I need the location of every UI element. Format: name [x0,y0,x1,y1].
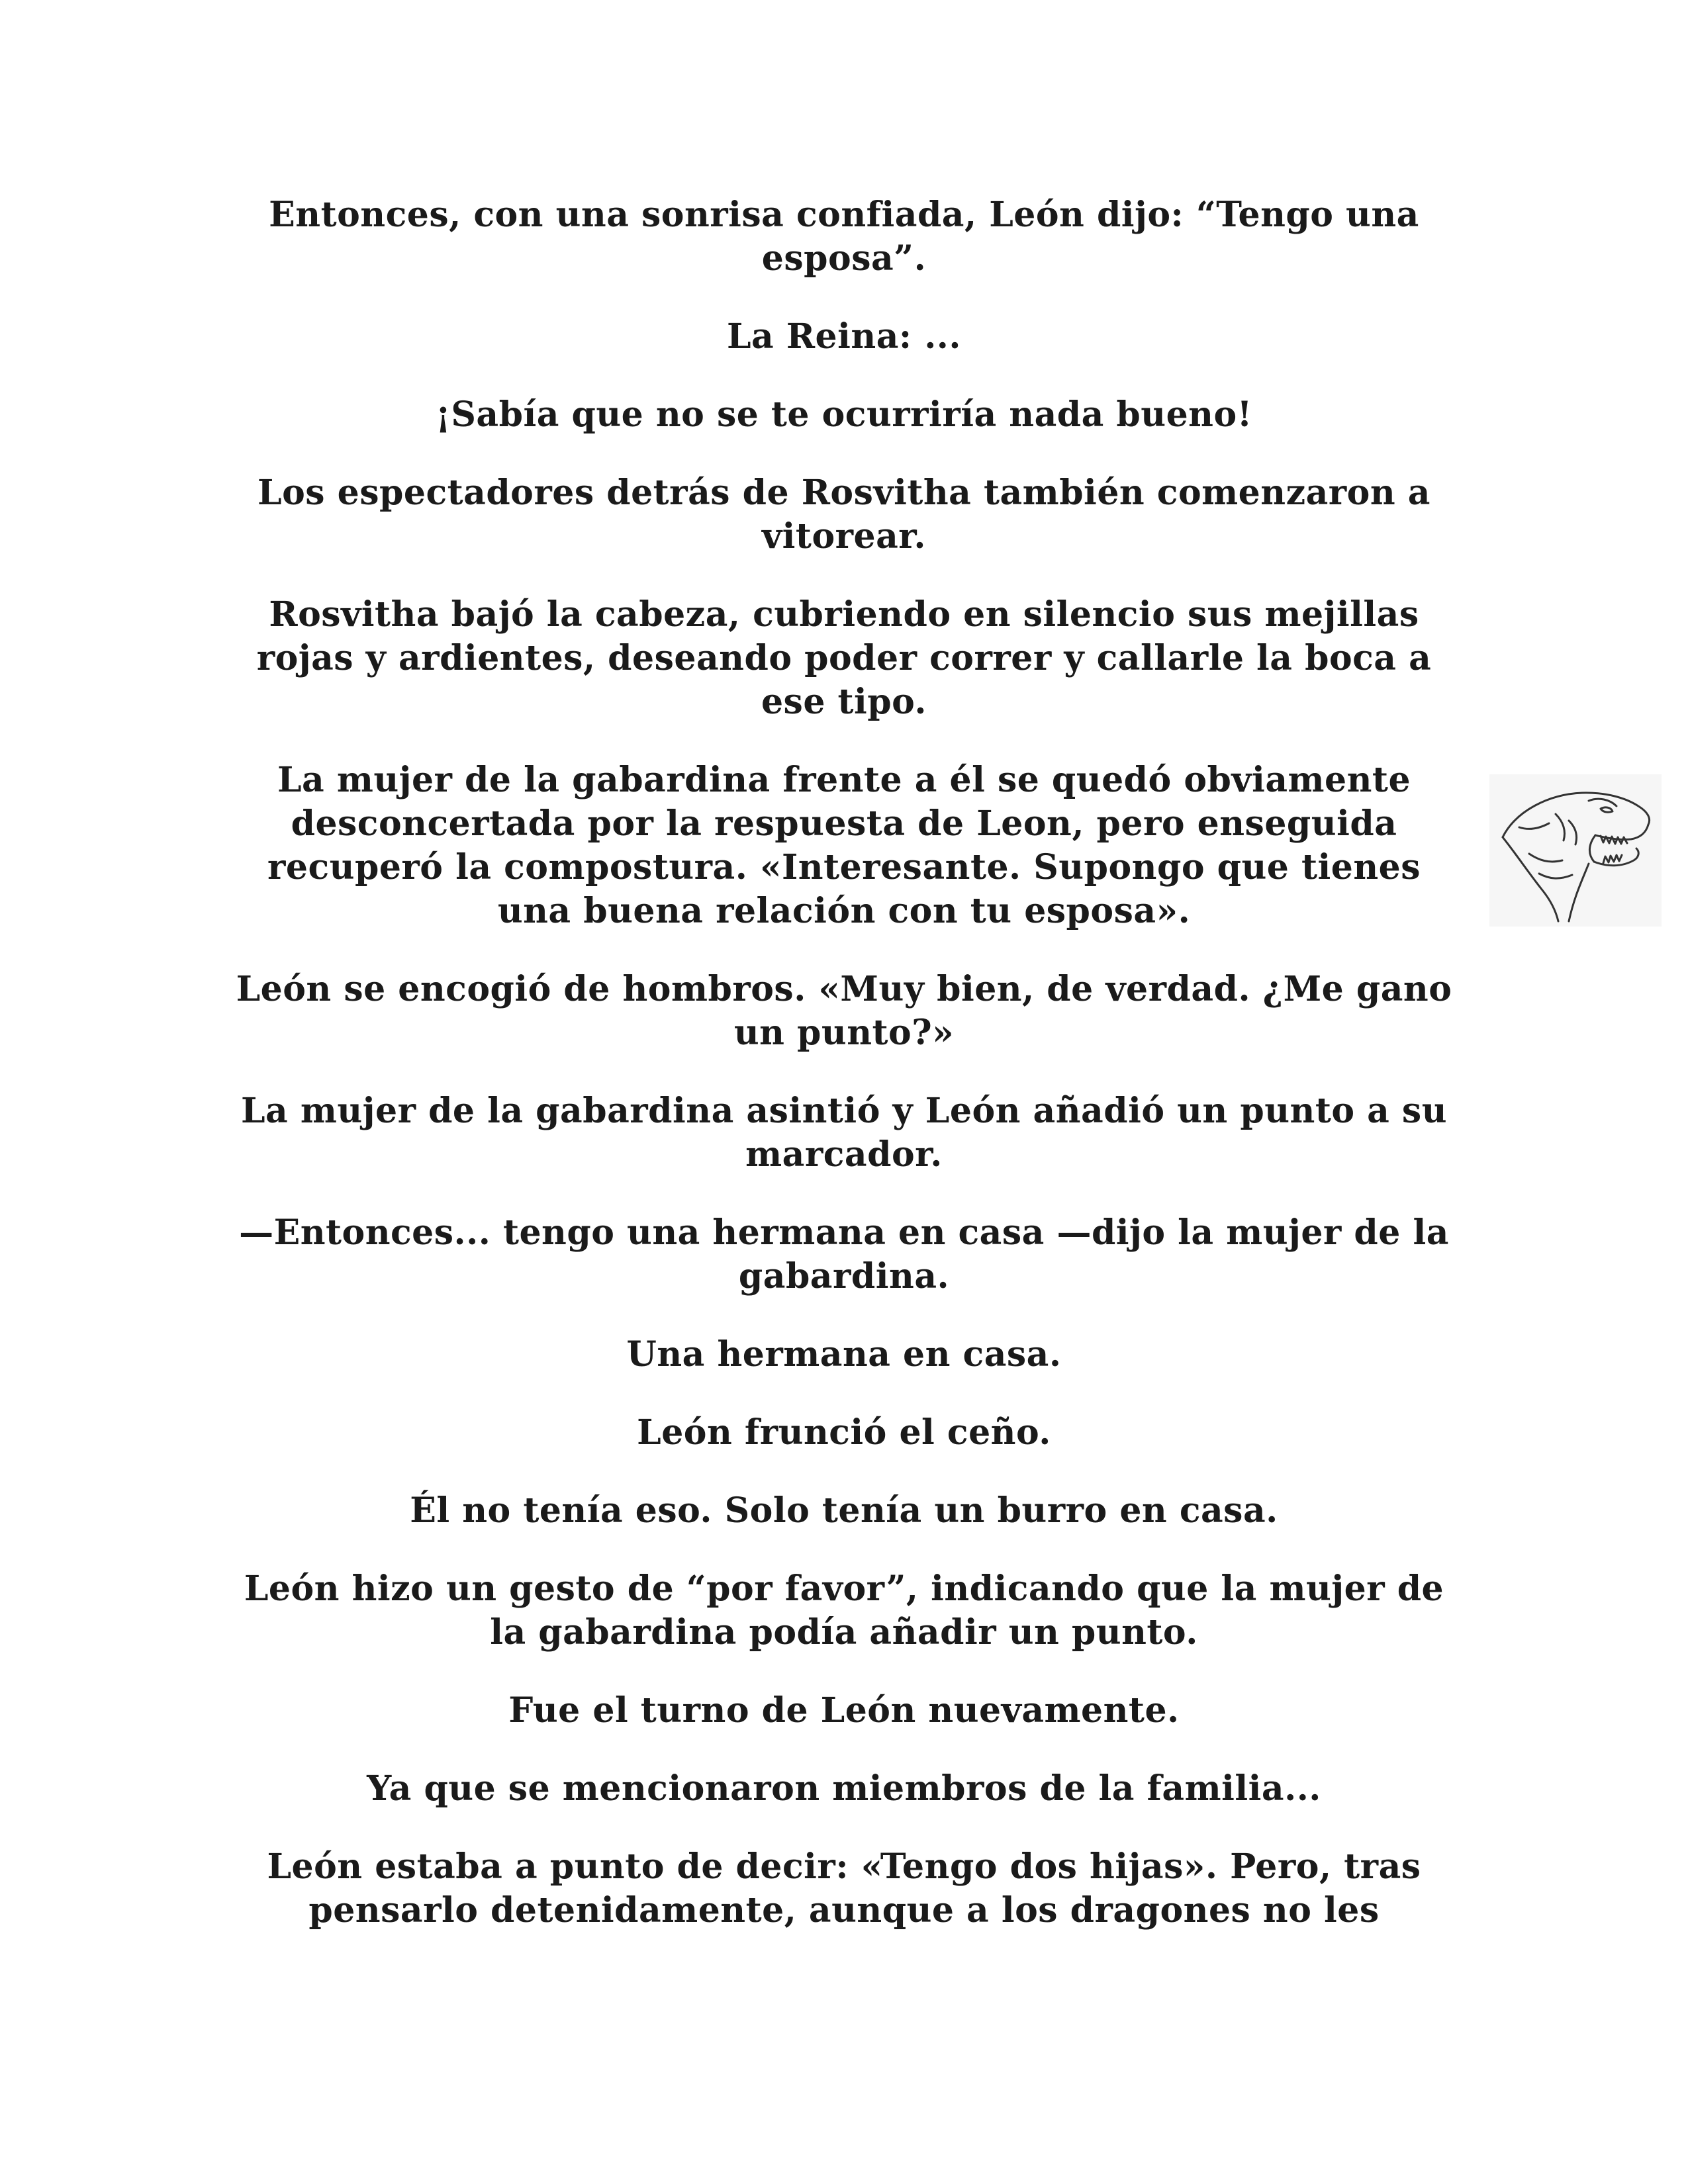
paragraph-13: León hizo un gesto de “por favor”, indicando que la mujer de la gabardina podía añadir un punto. [244,1569,1444,1653]
paragraph-9: —Entonces... tengo una hermana en casa —dijo la mujer de la gabardina. [239,1212,1449,1297]
paragraph-2: La Reina: ... [726,316,962,357]
paragraph-15: Ya que se mencionaron miembros de la familia... [367,1768,1321,1809]
paragraph-7: León se encogió de hombros. «Muy bien, de verdad. ¿Me gano un punto?» [236,969,1452,1053]
paragraph-12: Él no tenía eso. Solo tenía un burro en casa. [410,1490,1278,1531]
paragraph-8: La mujer de la gabardina asintió y León añadió un punto a su marcador. [240,1091,1448,1175]
paragraph-6: La mujer de la gabardina frente a él se quedó obviamente desconcertada por la respuesta de Leon, pero enseguida recuperó la compostura. «Interesante. Supongo que tienes una buena relación con tu esposa». [267,760,1421,931]
paragraph-11: León frunció el ceño. [637,1412,1051,1453]
dinosaur-head-sketch-icon [1489,774,1662,927]
paragraph-5: Rosvitha bajó la cabeza, cubriendo en silencio sus mejillas rojas y ardientes, deseando poder correr y callarle la boca a ese tipo. [256,594,1432,722]
paragraph-10: Una hermana en casa. [626,1334,1062,1375]
text-body [225,193,1463,1933]
paragraph-16: León estaba a punto de decir: «Tengo dos hijas». Pero, tras pensarlo detenidamente, aunque a los dragones no les [267,1846,1421,1931]
paragraph-4: Los espectadores detrás de Rosvitha también comenzaron a vitorear. [258,473,1430,557]
paragraph-14: Fue el turno de León nuevamente. [508,1690,1180,1731]
paragraph-1: Entonces, con una sonrisa confiada, León dijo: “Tengo una esposa”. [269,195,1419,279]
paragraph-3: ¡Sabía que no se te ocurriría nada bueno! [436,394,1252,435]
